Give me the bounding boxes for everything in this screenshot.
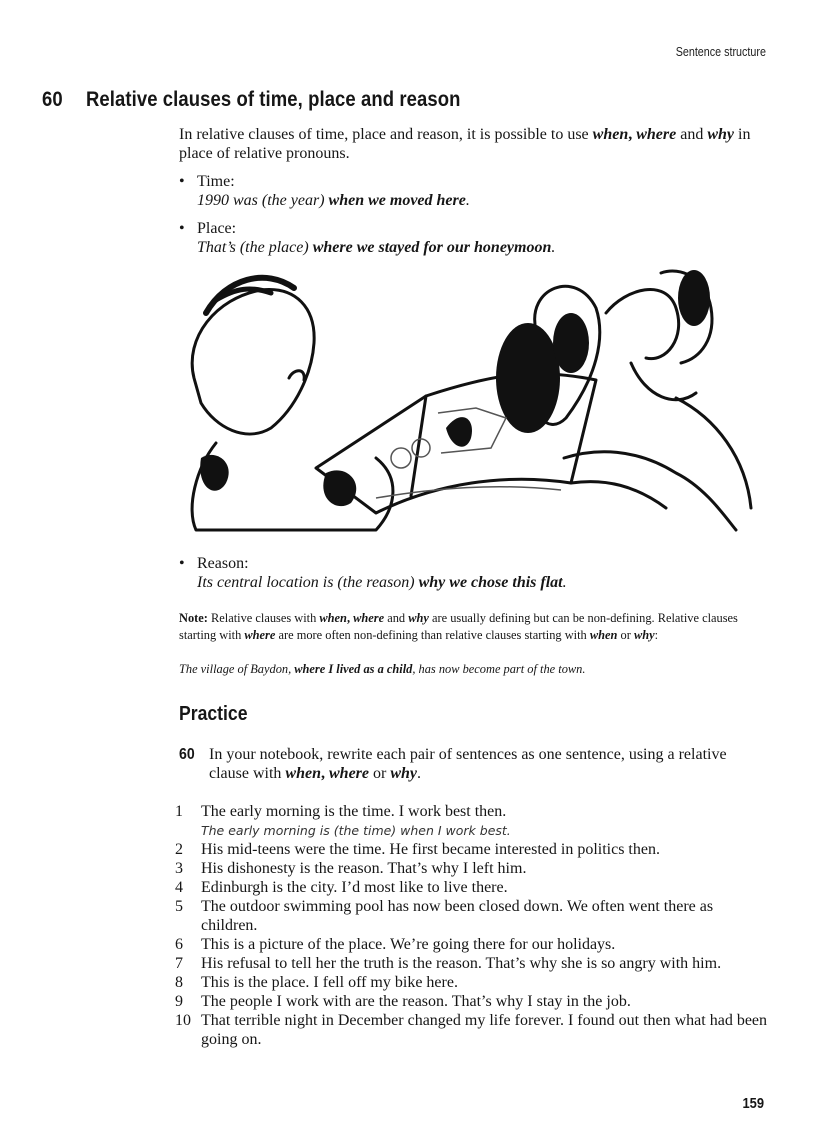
exercise-number: 60 — [179, 746, 195, 763]
bullet-example: 1990 was (the year) when we moved here. — [197, 192, 470, 209]
intro-text: in place of relative pronouns. — [179, 126, 751, 162]
intro-text: In relative clauses of time, place and reason, it is possible to use — [179, 126, 593, 143]
keyword-why: why — [707, 126, 735, 143]
bullet-example: That’s (the place) where we stayed for our honeymoon. — [197, 239, 556, 256]
exercise-instructions: In your notebook, rewrite each pair of sentences as one sentence, using a relative clause with when, where or why. — [209, 746, 727, 782]
list-item: 4 Edinburgh is the city. I’d most like to live there. — [175, 879, 508, 896]
note-label: Note: — [179, 611, 208, 625]
bullet-example: Its central location is (the reason) why we chose this flat. — [197, 574, 567, 591]
unit-title-text: Relative clauses of time, place and reason — [86, 88, 461, 111]
list-item: 8 This is the place. I fell off my bike here. — [175, 974, 458, 991]
list-item: 5 The outdoor swimming pool has now been closed down. We often went there as children. — [175, 898, 714, 934]
example-answer: The early morning is (the time) when I work best. — [201, 823, 511, 838]
people-looking-at-photo-album-illustration — [176, 268, 756, 538]
list-item: 10 That terrible night in December changed my life forever. I found out then what had been going on. — [175, 1012, 768, 1048]
list-item: 1 The early morning is the time. I work best then. — [175, 803, 507, 820]
section-header: Sentence structure — [675, 45, 766, 59]
unit-title — [42, 88, 460, 112]
page-number: 159 — [742, 1095, 764, 1112]
list-item: 2 His mid-teens were the time. He first became interested in politics then. — [175, 841, 660, 858]
bullet-icon: • — [179, 173, 185, 190]
list-item: 3 His dishonesty is the reason. That’s why I left him. — [175, 860, 527, 877]
bullet-icon: • — [179, 220, 185, 237]
keyword-where: where — [636, 126, 677, 143]
intro-comma: , — [628, 126, 637, 143]
bullet-label: Time: — [197, 173, 235, 190]
list-item: 7 His refusal to tell her the truth is the reason. That’s why she is so angry with him. — [175, 955, 722, 972]
practice-title: Practice — [179, 703, 248, 725]
unit-number: 60 — [42, 88, 63, 111]
note-paragraph: Note: Relative clauses with when, where and why are usually defining but can be non-defining. Relative clauses starting with where are more often non-defining than relative clauses starting with when or why: — [179, 611, 738, 642]
exercise-items — [175, 802, 769, 1049]
bullet-icon: • — [179, 555, 185, 572]
list-item: 9 The people I work with are the reason. That’s why I stay in the job. — [175, 993, 631, 1010]
list-item: 6 This is a picture of the place. We’re going there for our holidays. — [175, 936, 616, 953]
intro-paragraph — [179, 125, 769, 163]
intro-text: and — [676, 126, 708, 143]
bullet-label: Reason: — [197, 555, 249, 572]
bullet-label: Place: — [197, 220, 237, 237]
note-example: The village of Baydon, where I lived as a child, has now become part of the town. — [179, 662, 586, 676]
keyword-when: when — [592, 126, 629, 143]
